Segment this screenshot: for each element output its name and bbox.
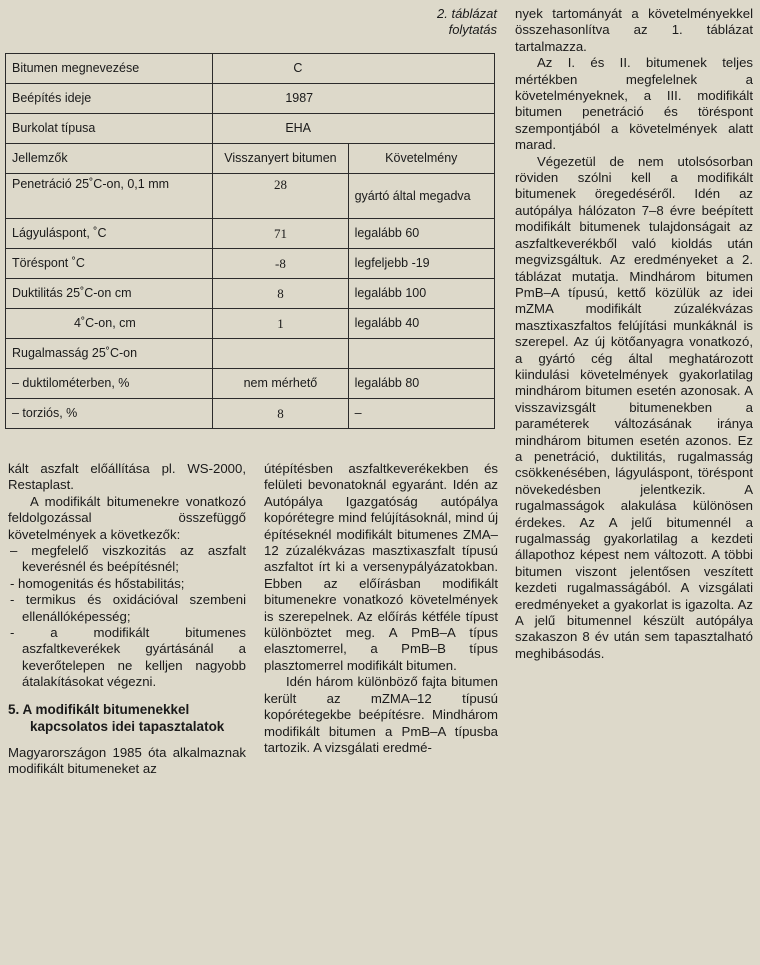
paragraph: nyek tartományát a követelményekkel összehasonlítva az 1. táblázat tartalmazza. — [515, 6, 753, 54]
table-row — [6, 309, 495, 339]
row-value: 71 — [213, 219, 348, 249]
row-label: Duktilitás 25˚C-on cm — [6, 279, 213, 309]
row-label: – torziós, % — [6, 399, 213, 429]
row-value: 1 — [213, 309, 348, 339]
table-header-row — [6, 144, 495, 174]
text-column-2 — [264, 461, 498, 756]
table-row — [6, 84, 495, 114]
row-value: EHA — [213, 114, 495, 144]
row-requirement: – — [348, 399, 494, 429]
table-caption — [437, 6, 497, 38]
requirements-list — [8, 543, 246, 691]
table-row — [6, 249, 495, 279]
row-requirement: legfeljebb -19 — [348, 249, 494, 279]
table-row — [6, 219, 495, 249]
paragraph: A modifikált bitumenekre vonatkozó feldolgozással összefüggő követelmények a következők: — [8, 493, 246, 542]
paragraph: Magyarországon 1985 óta alkalmaznak modifikált bitumeneket az — [8, 744, 246, 777]
row-label: Beépítés ideje — [6, 84, 213, 114]
paragraph: Az I. és II. bitumenek teljes mértékben megfelelnek a követelményeknek, a III. modifikált bitumen penetráció és töréspont szempontjából a követelmények alatt marad. — [515, 55, 753, 153]
caption-continued: folytatás — [448, 22, 497, 37]
row-label: Penetráció 25˚C-on, 0,1 mm — [6, 174, 213, 219]
table-row — [6, 54, 495, 84]
table-row — [6, 399, 495, 429]
text-column-3 — [515, 6, 753, 662]
list-item: - homogenitás és hőstabilitás; — [10, 575, 185, 591]
row-requirement: legalább 80 — [348, 369, 494, 399]
row-requirement: legalább 100 — [348, 279, 494, 309]
list-item: - a modifikált bitumenes aszfaltkeverékek gyártásánál a keverőtelepen ne kelljen nagyobb átalakításokat végezni. — [10, 625, 246, 690]
row-requirement: legalább 60 — [348, 219, 494, 249]
table-row — [6, 339, 495, 369]
row-requirement: legalább 40 — [348, 309, 494, 339]
row-label: Burkolat típusa — [6, 114, 213, 144]
row-label: – duktilométerben, % — [6, 369, 213, 399]
row-value: 1987 — [213, 84, 495, 114]
row-label: Töréspont ˚C — [6, 249, 213, 279]
table-row — [6, 174, 495, 219]
paragraph: kált aszfalt előállítása pl. WS-2000, Restaplast. — [8, 461, 246, 493]
row-label: 4˚C-on, cm — [6, 309, 213, 339]
list-item: – megfelelő viszkozitás az aszfalt keverésnél és beépítésnél; — [10, 543, 246, 575]
header-cell: Visszanyert bitumen — [213, 144, 348, 174]
row-requirement — [348, 339, 494, 369]
row-value: C — [213, 54, 495, 84]
table-row — [6, 279, 495, 309]
table-row — [6, 114, 495, 144]
caption-title: 2. táblázat — [437, 6, 497, 21]
row-value: 8 — [213, 279, 348, 309]
row-value: 28 — [213, 174, 348, 219]
row-value: 8 — [213, 399, 348, 429]
paragraph: útépítésben aszfaltkeverékekben és felületi bevonatoknál egyaránt. Idén az Autópálya Igazgatóság autópálya kopórétegre mind felújításoknál, mind új építéseknél modifikált bitumenes ZMA–12 zúzalékvázas masztixaszfalt típusú aszfaltot írt ki a versenypályázatokban. Ebben az előírásban modifikált bitumenekre vonatkozó követelmények is szerepelnek. Az előírás kétféle típust különböztet meg. A PmB–A típus elasztomerrel, a PmB–B típus plasztomerrel modifikált bitumen. — [264, 461, 498, 673]
text-column-1 — [8, 461, 246, 778]
row-value: -8 — [213, 249, 348, 279]
row-requirement: gyártó által megadva — [348, 174, 494, 219]
header-cell: Követelmény — [348, 144, 494, 174]
paragraph: Idén három különböző fajta bitumen került az mZMA–12 típusú kopórétegekbe beépítésre. Mindhárom modifikált bitumen a PmB–A típusba tartozik. A vizsgálati eredmé- — [264, 674, 498, 755]
section-heading: 5. A modifikált bitumenekkel kapcsolatos idei tapasztalatok — [8, 701, 225, 734]
header-cell: Jellemzők — [6, 144, 213, 174]
paragraph: Végezetül de nem utolsósorban röviden szólni kell a modifikált bitumenek öregedéséről. Idén az autópálya hálózaton 7–8 évre beépített modifikált bitumenek tulajdonságait az aszfaltkeverékből való kioldás után megvizsgáltuk. Az eredményeket a 2. táblázat mutatja. Mindhárom bitumen PmB–A típusú, kettő közülük az idei mZMA modifikált zúzalékvázas masztixaszfaltos felújítási munkáknál is szerepel. Az új kötőanyagra vonatkozó, a gyártó cég által meghatározott kiindulási követelmények gyakorlatilag mindhárom bitumen esetén azonosak. A visszavizsgált bitumenekben a paraméterek változásának iránya mindhárom bitumen esetén azonos. Ez a penetráció, duktilitás, rugalmasság csökkenésében, lágyuláspont, töréspont növekedésben jelentkezik. A rugalmasságok alakulása különösen érdekes. Az A jelű bitumennél a rugalmasság gyakorlatilag a kezdeti állapothoz képest nem változott. A többi bitumen viszont jelentősen veszített kezdeti rugalmasságából. A vizsgálati eredményeket a gyakorlat is igazolta. Az A jelű bitumennel készült autópálya szakaszon 8 év után sem tapasztalható meghibásodás. — [515, 153, 753, 661]
measurement-table — [5, 53, 495, 429]
table-row — [6, 369, 495, 399]
row-value — [213, 339, 348, 369]
row-label: Bitumen megnevezése — [6, 54, 213, 84]
row-label: Rugalmasság 25˚C-on — [6, 339, 213, 369]
row-label: Lágyuláspont, ˚C — [6, 219, 213, 249]
row-value: nem mérhető — [213, 369, 348, 399]
list-item: - termikus és oxidációval szembeni ellenállóképesség; — [10, 592, 246, 624]
